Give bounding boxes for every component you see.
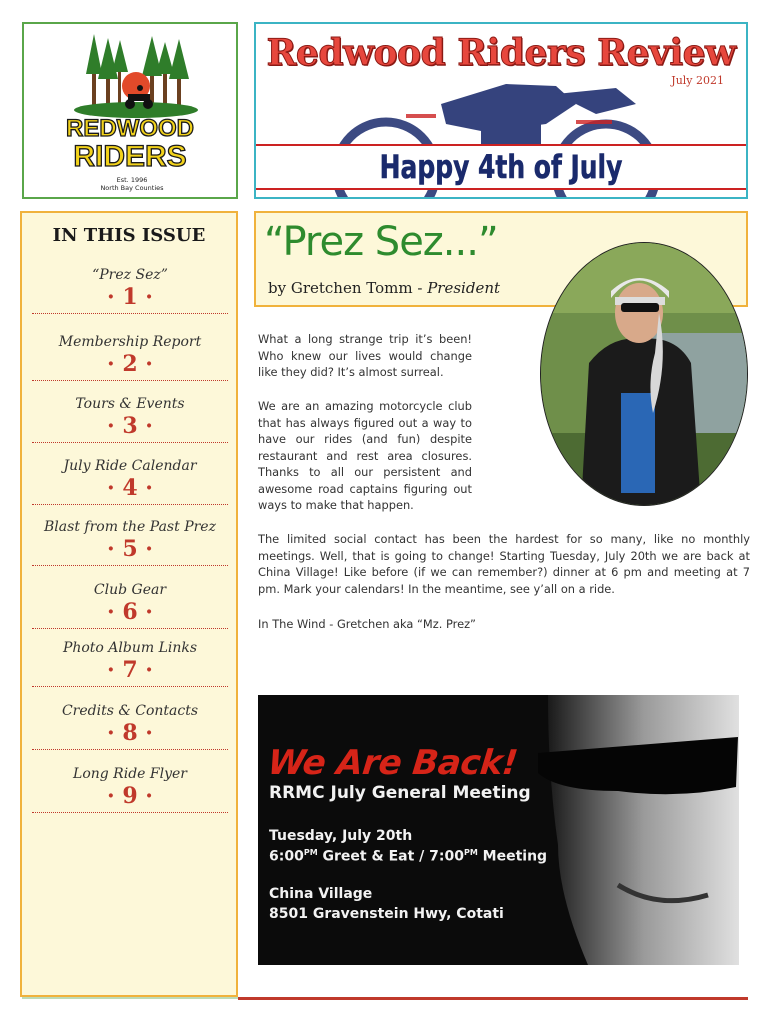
toc-label: Club Gear	[93, 582, 167, 598]
redwood-riders-logo-graphic	[24, 24, 236, 197]
toc-item-july-ride-calendar[interactable]	[32, 458, 228, 505]
article-paragraph: What a long strange trip it’s been! Who knew our lives would change like they did? It’s almost surreal.	[258, 332, 472, 379]
byline-role: President	[427, 279, 501, 297]
toc-page-number: · 1 ·	[107, 284, 153, 310]
toc-page-number: · 3 ·	[107, 413, 153, 439]
article-paragraph: The limited social contact has been the hardest for so many, like no monthly meetings. Well, that is going to change! Starting Tuesday, July 20th we are back at China Village! Like before (if we can remember?) dinner at 6 pm and meeting at 7 pm. Mark your calendars! In the meantime, see y’all on a ride.	[258, 532, 750, 596]
toc-divider	[32, 442, 228, 443]
meeting-announcement-poster	[258, 695, 739, 965]
toc-label: Long Ride Flyer	[73, 766, 187, 782]
toc-label: Blast from the Past Prez	[44, 519, 216, 535]
toc-divider	[32, 313, 228, 314]
toc-label: “Prez Sez”	[92, 267, 168, 283]
article-byline	[268, 279, 500, 297]
toc-label: Tours & Events	[75, 396, 185, 412]
poster-address: 8501 Gravenstein Hwy, Cotati	[269, 906, 504, 922]
toc-divider	[32, 812, 228, 813]
article-title: “Prez Sez...”	[264, 219, 498, 265]
toc-item-club-gear[interactable]	[32, 582, 228, 629]
toc-item-photo-album-links[interactable]	[32, 640, 228, 687]
toc-item-prez-sez[interactable]	[32, 267, 228, 314]
footer-rule-left	[22, 997, 238, 999]
toc-item-tours-events[interactable]	[32, 396, 228, 443]
toc-item-credits-contacts[interactable]	[32, 703, 228, 750]
toc-label: Photo Album Links	[62, 640, 198, 656]
article-signoff: In The Wind - Gretchen aka “Mz. Prez”	[258, 617, 476, 631]
toc-page-number: · 5 ·	[107, 536, 153, 562]
toc-item-long-ride-flyer[interactable]	[32, 766, 228, 813]
toc-item-membership-report[interactable]	[32, 334, 228, 381]
toc-divider	[32, 504, 228, 505]
logo-region: North Bay Counties	[100, 184, 164, 192]
newsletter-title: Redwood Riders Review	[266, 32, 736, 74]
toc-page-number: · 8 ·	[107, 720, 153, 746]
issue-date: July 2021	[671, 74, 724, 87]
toc-page-number: · 9 ·	[107, 783, 153, 809]
toc-divider	[32, 628, 228, 629]
toc-item-blast-from-the-past[interactable]	[32, 519, 228, 566]
toc-divider	[32, 380, 228, 381]
club-logo	[22, 22, 238, 199]
toc-page-number: · 4 ·	[107, 475, 153, 501]
toc-page-number: · 7 ·	[107, 657, 153, 683]
poster-date: Tuesday, July 20th	[269, 828, 413, 844]
toc-label: Credits & Contacts	[61, 703, 199, 719]
toc-divider	[32, 749, 228, 750]
poster-venue: China Village	[269, 886, 373, 902]
poster-subhead: RRMC July General Meeting	[269, 783, 531, 803]
toc-divider	[32, 686, 228, 687]
holiday-banner: Happy 4th of July	[379, 148, 623, 186]
in-this-issue-sidebar	[20, 211, 238, 997]
logo-text-riders: RIDERS	[73, 140, 187, 173]
masthead	[254, 22, 748, 199]
poster-headline: We Are Back!	[265, 743, 520, 783]
toc-divider	[32, 565, 228, 566]
article-paragraph: We are an amazing motorcycle club that has always figured out a way to have our rides (and fun) despite restaurant and rest area closures. Thanks to all our persistent and awesome road captains figuring out ways to make that happen.	[258, 399, 472, 512]
president-portrait-photo	[540, 242, 748, 506]
sidebar-heading: IN THIS ISSUE	[52, 225, 206, 246]
toc-label: July Ride Calendar	[63, 458, 197, 474]
logo-established: Est. 1996	[116, 176, 148, 184]
byline-author: by Gretchen Tomm -	[268, 279, 428, 297]
toc-page-number: · 6 ·	[107, 599, 153, 625]
poster-time: $6:00^{PM}$ Greet & Eat / $7:00^{PM}$ Meeting	[269, 848, 548, 865]
footer-rule-right	[238, 997, 748, 1000]
toc-label: Membership Report	[58, 334, 202, 350]
toc-page-number: · 2 ·	[107, 351, 153, 377]
logo-text-redwood: REDWOOD	[66, 115, 194, 142]
